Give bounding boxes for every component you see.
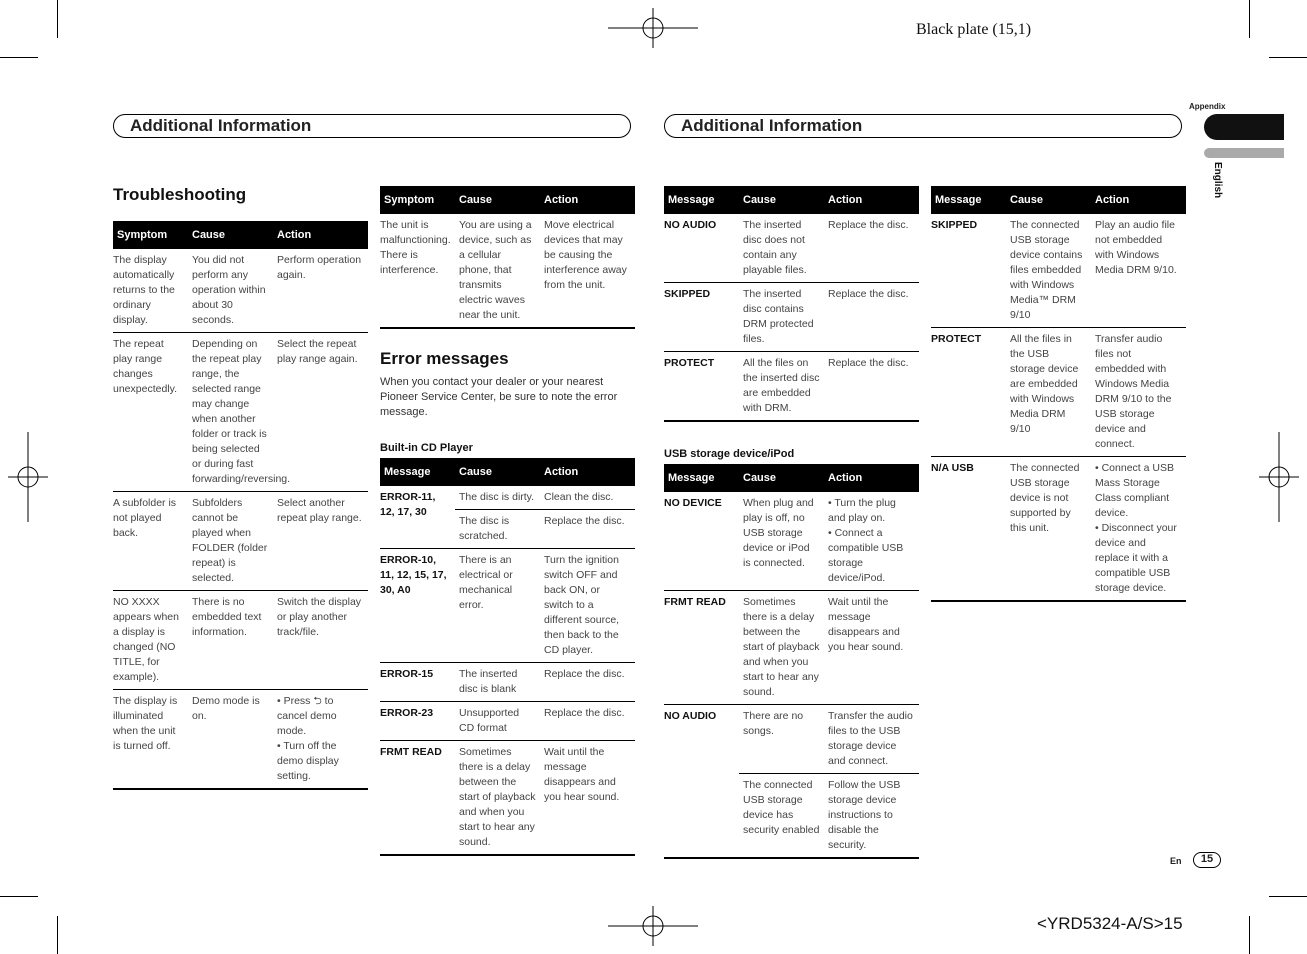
action-cell: Select another repeat play range. <box>273 492 368 591</box>
action-cell: Transfer audio files not embedded with Windows Media DRM 9/10 to the USB storage device and connect. <box>1091 328 1186 457</box>
crop-mark <box>1269 896 1307 897</box>
table-header-row <box>380 458 635 486</box>
cause-cell: There are no songs. <box>739 705 824 774</box>
message-cell: ERROR-11, 12, 17, 30 <box>380 486 455 549</box>
column-header: Action <box>824 464 919 492</box>
table-row <box>664 214 919 283</box>
cause-cell: The inserted disc is blank <box>455 663 540 702</box>
symptom-cell: The display is illuminated when the unit is turned off. <box>113 690 188 790</box>
table-row <box>113 492 368 591</box>
crop-mark <box>0 896 38 897</box>
column-header: Cause <box>455 458 540 486</box>
table-row <box>380 702 635 741</box>
action-cell: Replace the disc. <box>540 663 635 702</box>
action-cell: • Connect a USB Mass Storage Class compliant device. • Disconnect your device and replace it with a compatible USB storage device. <box>1091 457 1186 602</box>
crop-mark <box>1269 57 1307 58</box>
table-row <box>931 328 1186 457</box>
symptom-cell: NO XXXX appears when a display is changed (NO TITLE, for example). <box>113 591 188 690</box>
cause-cell: Sometimes there is a delay between the start of playback and when you start to hear any sound. <box>739 591 824 705</box>
message-cell: SKIPPED <box>931 214 1006 328</box>
cause-cell: Sometimes there is a delay between the start of playback and when you start to hear any sound. <box>455 741 540 856</box>
column-header: Cause <box>188 221 273 249</box>
left-section-header: Additional Information <box>113 114 631 138</box>
column-header: Message <box>380 458 455 486</box>
action-cell: Perform operation again. <box>273 249 368 333</box>
table-row <box>113 249 368 333</box>
action-cell: Move electrical devices that may be causing the interference away from the unit. <box>540 214 635 328</box>
cause-cell: Unsupported CD format <box>455 702 540 741</box>
table-header-row <box>931 186 1186 214</box>
message-cell: N/A USB <box>931 457 1006 602</box>
error-messages-intro: When you contact your dealer or your nearest Pioneer Service Center, be sure to note the error message. <box>380 376 618 418</box>
crop-mark <box>0 57 38 58</box>
page-number: 15 <box>1193 852 1221 868</box>
message-cell: ERROR-23 <box>380 702 455 741</box>
table-row <box>380 486 635 510</box>
action-cell: Wait until the message disappears and you hear sound. <box>824 591 919 705</box>
table-row <box>664 283 919 352</box>
column-header: Action <box>273 221 368 249</box>
message-cell: NO AUDIO <box>664 705 739 859</box>
cause-cell: The connected USB storage device has security enabled <box>739 774 824 859</box>
message-cell: NO AUDIO <box>664 214 739 283</box>
action-cell: Switch the display or play another track/file. <box>273 591 368 690</box>
cause-cell: The connected USB storage device is not supported by this unit. <box>1006 457 1091 602</box>
crop-mark <box>57 916 58 954</box>
column-header: Action <box>824 186 919 214</box>
cause-cell: All the files on the inserted disc are embedded with DRM. <box>739 352 824 422</box>
troubleshooting-table <box>113 221 368 790</box>
registration-target-icon <box>608 8 698 48</box>
table-header-row <box>380 186 635 214</box>
table-row <box>380 549 635 663</box>
action-cell: Replace the disc. <box>824 352 919 422</box>
error-messages-title: Error messages <box>380 349 509 368</box>
table-header-row <box>664 186 919 214</box>
usb-error-table <box>664 464 919 859</box>
cd-error-table <box>380 458 635 856</box>
message-cell: SKIPPED <box>664 283 739 352</box>
table-row <box>380 741 635 856</box>
action-cell: Replace the disc. <box>824 283 919 352</box>
cause-cell: You are using a device, such as a cellular phone, that transmits electric waves near the unit. <box>455 214 540 328</box>
column-header: Symptom <box>113 221 188 249</box>
language-tab-label: English <box>1212 162 1223 199</box>
message-cell: PROTECT <box>931 328 1006 457</box>
column-header: Action <box>1091 186 1186 214</box>
action-cell: Clean the disc. <box>540 486 635 510</box>
action-cell: • Press ⮌ to cancel demo mode. • Turn off the demo display setting. <box>273 690 368 790</box>
usb-subhead: USB storage device/iPod <box>664 448 795 460</box>
symptom-cell: The repeat play range changes unexpectedly. <box>113 333 188 492</box>
registration-target-icon <box>8 432 48 522</box>
message-cell: ERROR-15 <box>380 663 455 702</box>
appendix-tab <box>1204 114 1284 140</box>
action-cell: • Turn the plug and play on. • Connect a compatible USB storage device/iPod. <box>824 492 919 591</box>
usb-drm-error-table <box>931 186 1186 602</box>
cd-player-subhead: Built-in CD Player <box>380 442 473 454</box>
table-header-row <box>664 464 919 492</box>
cause-cell: Depending on the repeat play range, the selected range may change when another folder or track is being selected or during fast forwarding/reversing. <box>188 333 273 492</box>
troubleshooting-title: Troubleshooting <box>113 185 247 204</box>
column-header: Cause <box>1006 186 1091 214</box>
table-row <box>380 663 635 702</box>
column-header: Message <box>664 464 739 492</box>
cause-cell: There is an electrical or mechanical error. <box>455 549 540 663</box>
cause-cell: Demo mode is on. <box>188 690 273 790</box>
appendix-label: Appendix <box>1189 102 1226 111</box>
troubleshooting-table-continued <box>380 186 635 329</box>
registration-target-icon <box>608 906 698 946</box>
registration-target-icon <box>1259 432 1299 522</box>
action-cell: Follow the USB storage device instructions to disable the security. <box>824 774 919 859</box>
cause-cell: The inserted disc does not contain any playable files. <box>739 214 824 283</box>
message-cell: FRMT READ <box>664 591 739 705</box>
column-header: Message <box>931 186 1006 214</box>
action-cell: Wait until the message disappears and you hear sound. <box>540 741 635 856</box>
table-row <box>113 690 368 790</box>
language-tab-bar <box>1204 148 1284 158</box>
crop-mark <box>1249 916 1250 954</box>
message-cell: PROTECT <box>664 352 739 422</box>
cause-cell: All the files in the USB storage device are embedded with Windows Media DRM 9/10 <box>1006 328 1091 457</box>
table-header-row <box>113 221 368 249</box>
cause-cell: The disc is dirty. <box>455 486 540 510</box>
action-cell: Select the repeat play range again. <box>273 333 368 492</box>
table-row <box>664 352 919 422</box>
column-header: Action <box>540 186 635 214</box>
column-header: Symptom <box>380 186 455 214</box>
cause-cell: The inserted disc contains DRM protected files. <box>739 283 824 352</box>
action-cell: Play an audio file not embedded with Windows Media DRM 9/10. <box>1091 214 1186 328</box>
cause-cell: The connected USB storage device contains files embedded with Windows Media™ DRM 9/10 <box>1006 214 1091 328</box>
crop-mark <box>57 0 58 38</box>
action-cell: Replace the disc. <box>540 702 635 741</box>
table-row <box>931 457 1186 602</box>
cause-cell: The disc is scratched. <box>455 510 540 549</box>
symptom-cell: The unit is malfunctioning. There is interference. <box>380 214 455 328</box>
table-row <box>113 333 368 492</box>
right-section-header: Additional Information <box>664 114 1182 138</box>
symptom-cell: The display automatically returns to the ordinary display. <box>113 249 188 333</box>
table-row <box>931 214 1186 328</box>
message-cell: FRMT READ <box>380 741 455 856</box>
table-row <box>664 492 919 591</box>
table-row <box>113 591 368 690</box>
cause-cell: Subfolders cannot be played when FOLDER (folder repeat) is selected. <box>188 492 273 591</box>
plate-label: Black plate (15,1) <box>916 21 1032 38</box>
crop-mark <box>1249 0 1250 38</box>
column-header: Message <box>664 186 739 214</box>
column-header: Cause <box>455 186 540 214</box>
cause-cell: You did not perform any operation within about 30 seconds. <box>188 249 273 333</box>
disc-error-table <box>664 186 919 422</box>
message-cell: NO DEVICE <box>664 492 739 591</box>
footer-code: <YRD5324-A/S>15 <box>1037 914 1183 933</box>
table-row <box>664 705 919 774</box>
action-cell: Replace the disc. <box>540 510 635 549</box>
cause-cell: There is no embedded text information. <box>188 591 273 690</box>
action-cell: Turn the ignition switch OFF and back ON, or switch to a different source, then back to the CD player. <box>540 549 635 663</box>
page-language: En <box>1170 856 1182 866</box>
message-cell: ERROR-10, 11, 12, 15, 17, 30, A0 <box>380 549 455 663</box>
table-row <box>380 214 635 328</box>
table-row <box>664 591 919 705</box>
cause-cell: When plug and play is off, no USB storage device or iPod is connected. <box>739 492 824 591</box>
column-header: Cause <box>739 464 824 492</box>
column-header: Action <box>540 458 635 486</box>
symptom-cell: A subfolder is not played back. <box>113 492 188 591</box>
action-cell: Transfer the audio files to the USB storage device and connect. <box>824 705 919 774</box>
column-header: Cause <box>739 186 824 214</box>
action-cell: Replace the disc. <box>824 214 919 283</box>
